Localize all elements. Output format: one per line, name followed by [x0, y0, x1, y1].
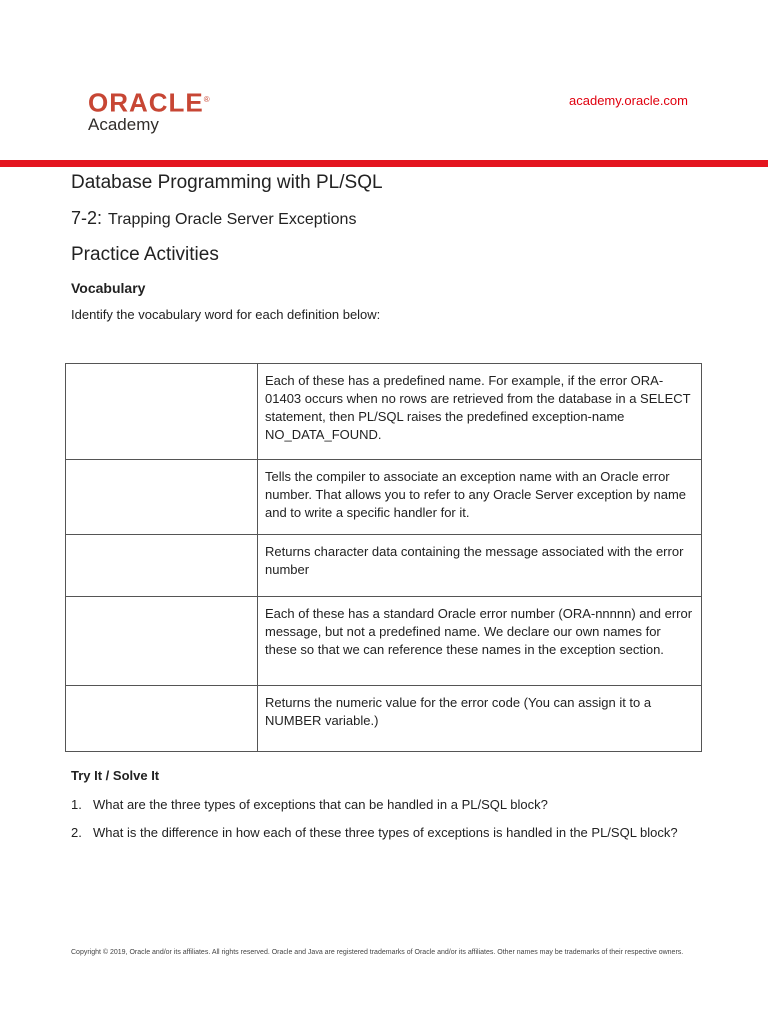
section-title: Practice Activities	[71, 244, 219, 265]
question-text: What is the difference in how each of these three types of exceptions is handled in the PL/SQL block?	[93, 825, 678, 840]
table-row	[66, 460, 702, 535]
table-row	[66, 686, 702, 752]
table-row	[66, 535, 702, 597]
oracle-logo-text: ORACLE	[88, 87, 204, 118]
term-cell[interactable]	[66, 460, 258, 535]
table-row	[66, 364, 702, 460]
definition-cell: Each of these has a predefined name. For example, if the error ORA-01403 occurs when no rows are retrieved from the database in a SELECT statement, then PL/SQL raises the predefined exception-name NO_DATA_FOUND.	[258, 364, 702, 460]
academy-label: Academy	[88, 115, 159, 134]
definition-cell: Tells the compiler to associate an exception name with an Oracle error number. That allows you to refer to any Oracle Server exception by name and to write a specific handler for it.	[258, 460, 702, 535]
vocabulary-table	[65, 363, 702, 752]
table-row	[66, 597, 702, 686]
academy-site-link[interactable]: academy.oracle.com	[569, 93, 688, 108]
vocabulary-instruction: Identify the vocabulary word for each definition below:	[71, 307, 381, 322]
oracle-logo	[88, 86, 211, 117]
term-cell[interactable]	[66, 597, 258, 686]
registered-mark: ®	[203, 95, 211, 104]
try-it-heading: Try It / Solve It	[71, 768, 160, 783]
question-number: 1.	[71, 797, 82, 812]
definition-cell: Each of these has a standard Oracle error number (ORA-nnnnn) and error message, but not a predefined name. We declare our own names for these so that we can reference these names in the exception section.	[258, 597, 702, 686]
question-number: 2.	[71, 825, 82, 840]
question-list	[71, 796, 711, 852]
lesson-heading	[71, 208, 356, 229]
list-item	[71, 824, 711, 842]
header-divider	[0, 160, 768, 167]
term-cell[interactable]	[66, 686, 258, 752]
definition-cell: Returns the numeric value for the error code (You can assign it to a NUMBER variable.)	[258, 686, 702, 752]
definition-cell: Returns character data containing the message associated with the error number	[258, 535, 702, 597]
lesson-title: Trapping Oracle Server Exceptions	[108, 211, 357, 228]
vocabulary-heading: Vocabulary	[71, 280, 146, 296]
lesson-number: 7-2:	[71, 208, 103, 228]
course-title: Database Programming with PL/SQL	[71, 172, 383, 193]
question-text: What are the three types of exceptions that can be handled in a PL/SQL block?	[93, 797, 548, 812]
list-item	[71, 796, 711, 814]
term-cell[interactable]	[66, 535, 258, 597]
term-cell[interactable]	[66, 364, 258, 460]
copyright-notice: Copyright © 2019, Oracle and/or its affiliates. All rights reserved. Oracle and Java are registered trademarks of Oracle and/or its affiliates. Other names may be trademarks of their respective owners.	[71, 949, 684, 956]
